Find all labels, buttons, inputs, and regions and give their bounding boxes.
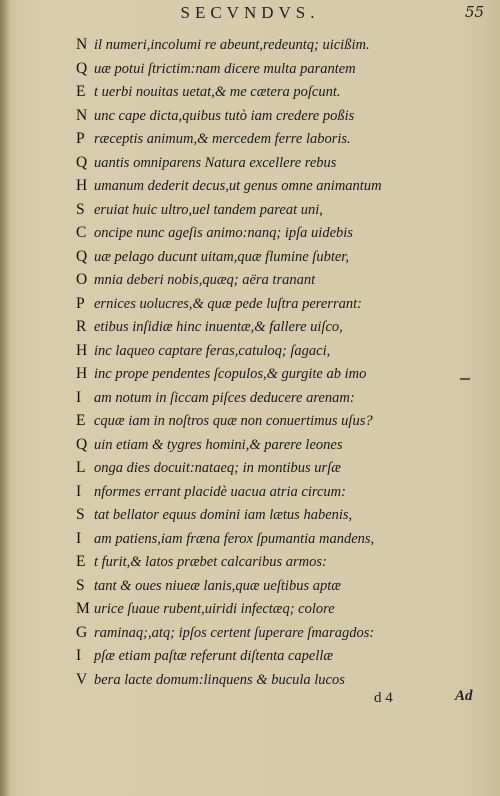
line-initial: L [76,459,86,476]
line-initial: S [76,200,85,218]
verse-line [76,292,496,316]
line-initial: V [76,670,88,688]
line-initial: H [76,341,88,359]
verse-line [76,433,496,457]
line-text: urice ſuaue rubent,uiridi infectæq; colore [94,601,335,617]
verse-line [76,621,496,645]
line-initial: M [76,600,90,617]
line-text: uæ potui ſtrictim:nam dicere multa parantem [94,60,356,77]
line-text: cquæ iam in noſtros quæ non conuertimus uſus? [94,413,373,429]
verse-line [76,315,496,339]
line-initial: E [76,412,86,429]
verse-line [76,668,496,692]
verse-line [76,339,496,363]
verse-line [76,480,496,504]
line-text: mnia deberi nobis,quæq; aëra tranant [94,272,316,288]
verse-line [76,245,496,269]
line-text: uantis omniparens Natura excellere rebus [94,154,337,171]
line-initial: S [76,506,85,523]
line-text: eruiat huic ultro,uel tandem pareat uni, [94,201,323,218]
signature-mark: d 4 [374,690,393,706]
line-initial: I [76,647,82,664]
verse-line [76,574,496,598]
line-text: ernices uolucres,& quæ pede luſtra pererrant: [94,295,362,312]
line-initial: I [76,482,82,500]
line-text: ræceptis animum,& mercedem ferre laboris. [94,131,351,147]
line-initial: N [76,36,88,53]
verse-line [76,503,496,527]
line-text: il numeri,incolumi re abeunt,redeuntq; uicißim. [94,37,370,53]
verse-line [76,104,496,128]
verse-line [76,57,496,81]
line-initial: G [76,623,88,641]
line-text: am patiens,iam fræna ferox ſpumantia mandens, [94,530,375,547]
catchword: Ad [455,688,473,704]
line-initial: H [76,365,88,382]
line-text: t uerbi nouitas uetat,& me cætera poſcunt. [94,84,341,100]
line-initial: P [76,294,85,312]
running-title: SECVNDVS. [180,3,320,22]
line-text: tat bellator equus domini iam lætus habenis, [94,507,353,523]
line-initial: Q [76,153,88,171]
line-initial: E [76,553,86,570]
margin-mark [460,378,470,380]
line-initial: S [76,576,85,594]
line-initial: N [76,106,88,124]
line-initial: O [76,271,88,288]
verse-line [76,386,496,410]
verse-line [76,362,496,386]
line-initial: H [76,177,88,194]
verse-line [76,221,496,245]
line-text: pſæ etiam paſtæ referunt diſtenta capellæ [94,648,334,664]
verse-line [76,409,496,433]
verse-line [76,597,496,621]
line-text: inc prope pendentes ſcopulos,& gurgite ab imo [94,366,367,382]
verse-line [76,527,496,551]
line-text: t furit,& latos præbet calcaribus armos: [94,554,327,570]
line-initial: C [76,224,87,241]
page-number: 55 [465,3,485,21]
verse-line [76,268,496,292]
line-initial: R [76,318,87,335]
verse-line [76,174,496,198]
verse-line [76,151,496,175]
line-initial: Q [76,59,88,77]
line-text: raminaq;,atq; ipſos certent ſuperare ſmaragdos: [94,624,375,641]
verse-line [76,33,496,57]
line-text: unc cape dicta,quibus tutò iam credere poßis [94,107,355,124]
line-initial: E [76,83,86,100]
verse-line [76,127,496,151]
line-initial: I [76,529,82,547]
line-text: onga dies docuit:nataeq; in montibus urſæ [94,460,341,476]
line-text: am notum in ſiccam piſces deducere arenam: [94,389,355,406]
line-text: umanum dederit decus,ut genus omne animantum [94,178,382,194]
line-text: oncipe nunc ageſis animo:nanq; ipſa uidebis [94,225,353,241]
line-text: inc laqueo captare feras,catuloq; ſagaci, [94,342,331,359]
verse-block [76,33,496,691]
verse-line [76,550,496,574]
line-text: uin etiam & tygres homini,& parere leones [94,436,343,453]
verse-line [76,456,496,480]
verse-line [76,80,496,104]
line-text: uæ pelago ducunt uitam,quæ flumine ſubter, [94,248,349,265]
verse-line [76,644,496,668]
line-initial: P [76,130,85,147]
verse-line [76,198,496,222]
line-text: tant & oues niueæ lanis,quæ ueſtibus aptæ [94,577,341,594]
line-initial: Q [76,435,88,453]
line-text: bera lacte domum:linquens & bucula lucos [94,671,345,688]
line-text: etibus inſidiæ hinc inuentæ,& fallere uiſco, [94,319,343,335]
line-text: nformes errant placidè uacua atria circum: [94,483,346,500]
line-initial: I [76,388,82,406]
line-initial: Q [76,247,88,265]
